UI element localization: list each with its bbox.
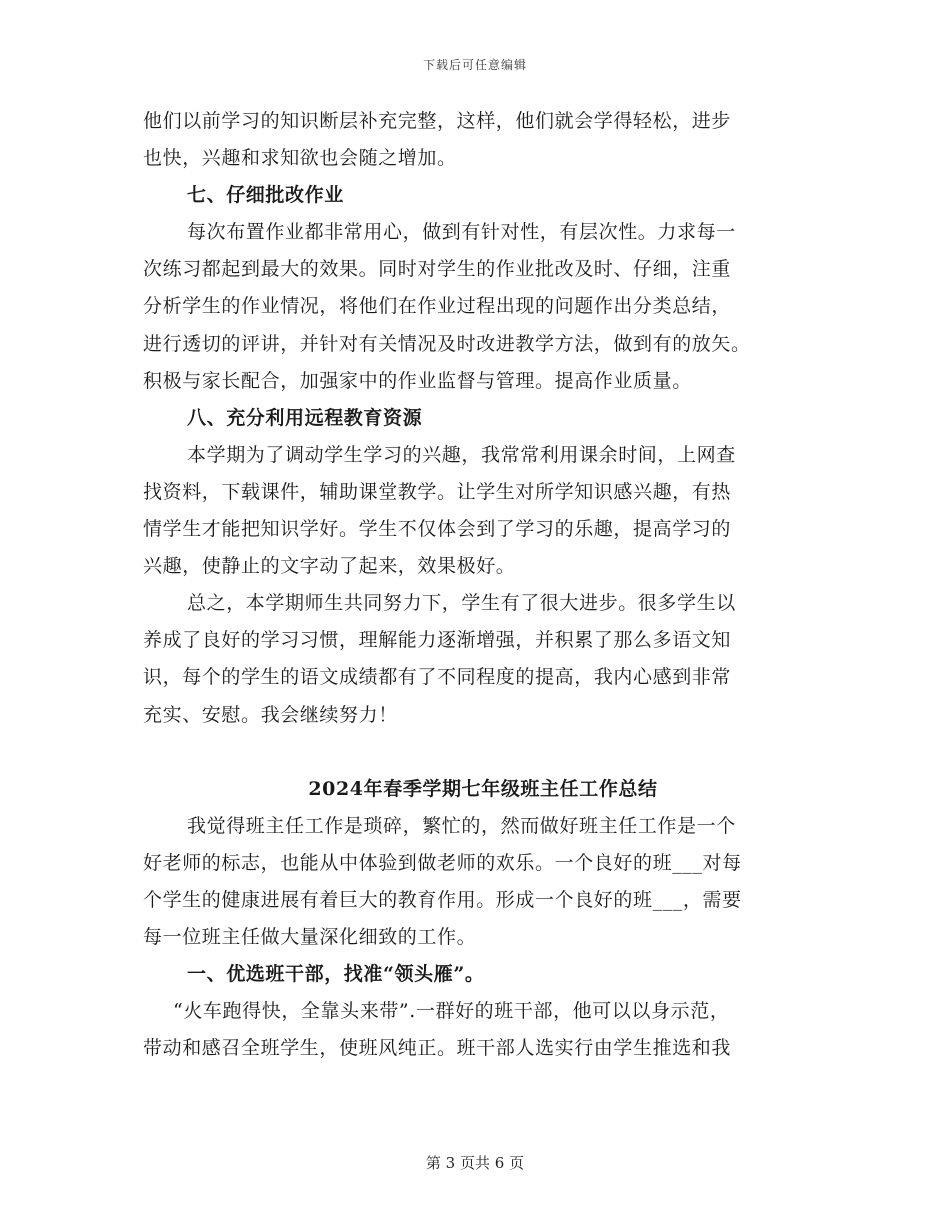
document-body xyxy=(143,103,823,1067)
paragraph-line: 个学生的健康进展有着巨大的教育作用。形成一个良好的班___，需要 xyxy=(143,888,742,911)
paragraph-line: 积极与家长配合，加强家中的作业监督与管理。提高作业质量。 xyxy=(143,369,692,392)
paragraph-line: 充实、安慰。我会继续努力！ xyxy=(143,703,398,726)
page-footer: 第 3 页共 6 页 xyxy=(425,1154,525,1172)
paragraph-line: 本学期为了调动学生学习的兴趣，我常常利用课余时间，上网查 xyxy=(187,443,736,466)
paragraph-line: 分析学生的作业情况，将他们在作业过程出现的问题作出分类总结， xyxy=(143,295,732,318)
section-heading: 七、仔细批改作业 xyxy=(187,184,344,207)
paragraph-line: 次练习都起到最大的效果。同时对学生的作业批改及时、仔细，注重 xyxy=(143,258,732,281)
paragraph-line: 找资料，下载课件，辅助课堂教学。让学生对所学知识感兴趣，有热 xyxy=(143,480,732,503)
section-heading: 一、优选班干部，找准“领头雁”。 xyxy=(187,963,485,986)
section-heading: 八、充分利用远程教育资源 xyxy=(187,406,423,429)
paragraph-line: 也快，兴趣和求知欲也会随之增加。 xyxy=(143,147,457,170)
paragraph-line: 他们以前学习的知识断层补充完整，这样，他们就会学得轻松，进步 xyxy=(143,110,732,132)
document-title: 2024年春季学期七年级班主任工作总结 xyxy=(308,777,658,800)
paragraph-line: 识，每个的学生的语文成绩都有了不同程度的提高，我内心感到非常 xyxy=(143,666,732,689)
paragraph-line: “火车跑得快，全靠头来带”.一群好的班干部，他可以以身示范， xyxy=(173,1000,730,1023)
paragraph-line: 进行透切的评讲，并针对有关情况及时改进教学方法，做到有的放矢。 xyxy=(143,332,751,355)
paragraph-line: 情学生才能把知识学好。学生不仅体会到了学习的乐趣，提高学习的 xyxy=(143,518,732,541)
paragraph-line: 我觉得班主任工作是琐碎，繁忙的，然而做好班主任工作是一个 xyxy=(187,814,736,837)
paragraph-line: 每次布置作业都非常用心，做到有针对性，有层次性。力求每一 xyxy=(187,221,736,244)
paragraph-line: 好老师的标志，也能从中体验到做老师的欢乐。一个良好的班___对每 xyxy=(143,851,742,874)
paragraph-line: 养成了良好的学习习惯，理解能力逐渐增强，并积累了那么多语文知 xyxy=(143,629,732,652)
paragraph-line: 每一位班主任做大量深化细致的工作。 xyxy=(143,925,477,948)
page-header: 下载后可任意编辑 xyxy=(422,58,527,72)
paragraph-line: 带动和感召全班学生，使班风纯正。班干部人选实行由学生推选和我 xyxy=(143,1037,732,1060)
paragraph-line: 兴趣，使静止的文字动了起来，效果极好。 xyxy=(143,555,516,578)
paragraph-line: 总之，本学期师生共同努力下，学生有了很大进步。很多学生以 xyxy=(187,592,736,615)
